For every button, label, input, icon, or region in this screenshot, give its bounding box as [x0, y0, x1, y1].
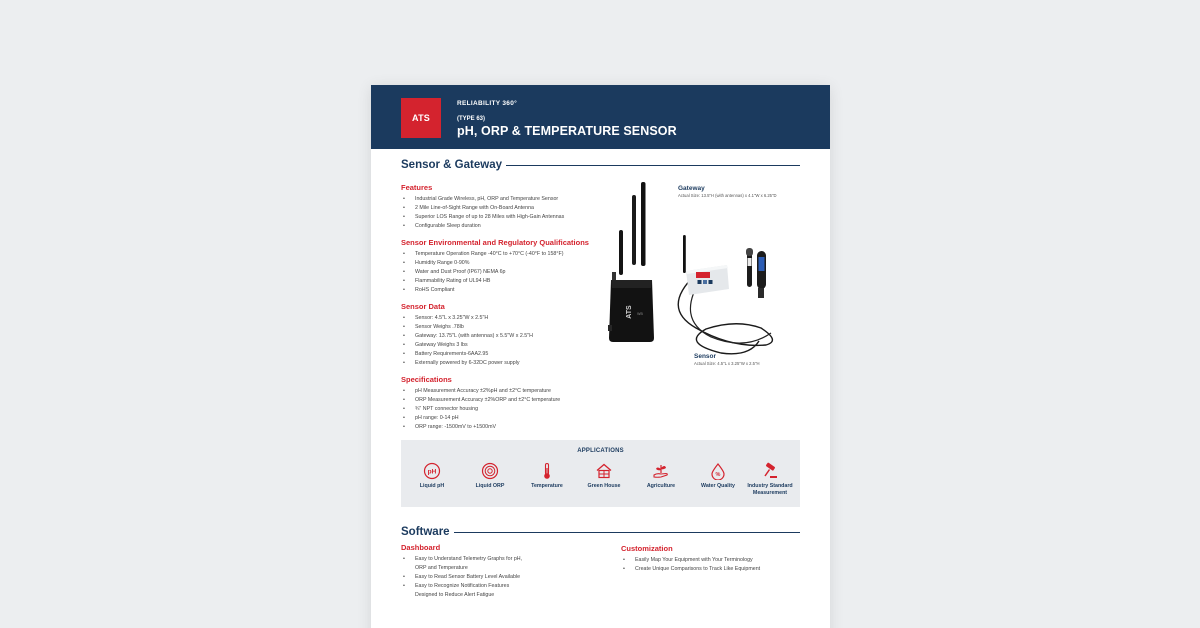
application-label: Agriculture	[646, 483, 676, 489]
list-item: • Humidity Range 0-90%	[401, 259, 563, 268]
list-item: • Flammability Rating of UL94 HB	[401, 277, 563, 286]
gateway-caption-title: Gateway	[678, 185, 705, 192]
section-title-sensor-gateway: Sensor & Gateway	[401, 159, 502, 171]
list-item: • Sensor: 4.5"L x 3.25"W x 2.5"H	[401, 314, 533, 323]
application-water-quality	[690, 462, 746, 490]
sensor-data-list	[401, 314, 533, 368]
sensor-photo	[661, 233, 786, 358]
sensor-caption-size: Actual Size: 4.5"L x 3.25"W x 2.5"H	[694, 361, 760, 366]
application-green-house	[576, 462, 632, 490]
list-item: • Gateway: 13.75"L (with antennas) x 5.5"W x 2.5"H	[401, 332, 533, 341]
list-item: • Externally powered by 6-32DC power supply	[401, 359, 533, 368]
customization-list	[621, 556, 760, 574]
application-label: Liquid pH	[419, 483, 445, 489]
customization-heading: Customization	[621, 544, 673, 553]
applications-panel	[401, 440, 800, 507]
application-agriculture	[633, 462, 689, 490]
agriculture-icon	[652, 462, 670, 480]
list-item: • Easy to Read Sensor Battery Level Available	[401, 573, 522, 582]
application-label: Liquid ORP	[475, 483, 505, 489]
ph-icon	[423, 462, 441, 480]
brand-line: RELIABILITY 360°	[457, 100, 518, 107]
sensor-data-heading: Sensor Data	[401, 302, 445, 311]
list-item: • Industrial Grade Wireless, pH, ORP and Temperature Sensor	[401, 195, 564, 204]
features-heading: Features	[401, 183, 433, 192]
application-industry-standard	[741, 462, 799, 497]
section-heading-software	[401, 526, 800, 538]
list-item: • Create Unique Comparisons to Track Like Equipment	[621, 565, 760, 574]
list-item: • Battery Requirements-6AA2.95	[401, 350, 533, 359]
datasheet-header	[371, 85, 830, 149]
application-liquid-orp	[462, 462, 518, 490]
list-item: • Easily Map Your Equipment with Your Terminology	[621, 556, 760, 565]
list-item: ORP and Temperature	[415, 565, 468, 571]
list-item: • RoHS Compliant	[401, 286, 563, 295]
ph-icon-glyph: pH	[427, 468, 437, 476]
list-item: • 2 Mile Line-of-Sight Range with On-Board Antenna	[401, 204, 564, 213]
application-liquid-ph	[404, 462, 460, 490]
gateway-photo	[603, 180, 663, 345]
list-item: • Temperature Operation Range -40°C to +70°C (-40°F to 158°F)	[401, 250, 563, 259]
page-title: pH, ORP & TEMPERATURE SENSOR	[457, 124, 677, 138]
application-label: Green House	[587, 483, 621, 489]
section-divider	[454, 532, 800, 533]
specifications-heading: Specifications	[401, 375, 452, 384]
gateway-model-text: WB	[637, 312, 643, 316]
list-item: • Configurable Sleep duration	[401, 222, 564, 231]
dashboard-list	[401, 555, 522, 600]
ats-logo-text: ATS	[412, 113, 430, 123]
list-item: • Water and Dust Proof (IP67) NEMA 6p	[401, 268, 563, 277]
list-item: • pH Measurement Accuracy ±2%pH and ±2°C temperature	[401, 387, 560, 396]
list-item: Designed to Reduce Alert Fatigue	[415, 592, 495, 598]
datasheet-page	[371, 85, 830, 628]
list-item: • ¾" NPT connector housing	[401, 405, 560, 414]
ats-logo	[401, 98, 441, 138]
section-heading-sensor-gateway	[401, 159, 800, 171]
section-divider	[506, 165, 800, 166]
application-label: Water Quality	[701, 483, 735, 489]
list-item: • Sensor Weighs .78lb	[401, 323, 533, 332]
applications-title: APPLICATIONS	[577, 448, 624, 454]
list-item: • pH range: 0-14 pH	[401, 414, 560, 423]
list-item: • Easy to Understand Telemetry Graphs for pH,	[401, 555, 522, 564]
application-label: Temperature	[531, 483, 563, 489]
greenhouse-icon	[595, 462, 613, 480]
list-item: • ORP range: -1500mV to +1500mV	[401, 423, 560, 432]
features-list	[401, 195, 564, 231]
specifications-list	[401, 387, 560, 432]
gavel-icon	[761, 462, 779, 480]
list-item: • ORP Measurement Accuracy ±2%ORP and ±2°C temperature	[401, 396, 560, 405]
type-line: (TYPE 63)	[457, 116, 486, 122]
gateway-caption-size: Actual Size: 13.5"H (with antennas) x 4.1"W x 6.25"D	[678, 193, 777, 198]
qualifications-list	[401, 250, 563, 295]
list-item: • Gateway Weighs 3 lbs	[401, 341, 533, 350]
orp-icon	[481, 462, 499, 480]
thermometer-icon	[538, 462, 556, 480]
gateway-brand-text: ATS	[626, 305, 633, 319]
water-drop-icon	[709, 462, 727, 480]
application-temperature	[519, 462, 575, 490]
section-title-software: Software	[401, 526, 450, 538]
water-drop-glyph: %	[715, 472, 721, 478]
qualifications-heading: Sensor Environmental and Regulatory Qualifications	[401, 238, 589, 247]
dashboard-heading: Dashboard	[401, 543, 441, 552]
sensor-caption-title: Sensor	[694, 353, 717, 360]
list-item: • Superior LOS Range of up to 28 Miles with High-Gain Antennas	[401, 213, 564, 222]
list-item: • Easy to Recognize Notification Features	[401, 582, 522, 591]
application-label: Industry Standard Measurement	[747, 483, 793, 496]
